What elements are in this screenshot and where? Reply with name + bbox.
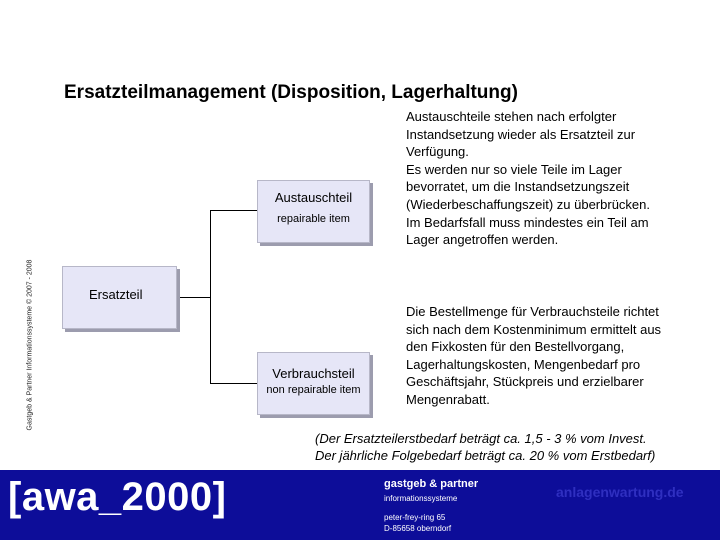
connector-root-stub <box>175 297 211 298</box>
bedarf-note: (Der Ersatzteilerstbedarf beträgt ca. 1,5 - 3 % vom Invest. Der jährliche Folgebedarf beträgt ca. 20 % vom Erstbedarf) <box>315 431 656 463</box>
node-verbrauchsteil <box>257 352 370 415</box>
connector-top <box>210 210 257 211</box>
node-ersatzteil <box>62 266 177 329</box>
footer-logo: [awa_2000] <box>8 475 227 519</box>
node-austauschteil-sublabel: repairable item <box>277 213 350 225</box>
node-ersatzteil-label: Ersatzteil <box>89 287 143 302</box>
side-copyright: Gastgeb & Partner Informationssysteme © 2007 - 2008 <box>26 259 34 431</box>
footer-company-sub: informationssysteme <box>384 494 458 503</box>
connector-bottom <box>210 383 257 384</box>
austauschteil-description: Austauschteile stehen nach erfolgter Instandsetzung wieder als Ersatzteil zur Verfügung. Es werden nur so viele Teile im Lager bevorratet, um die Instandsetzungszeit (Wiederbeschaffungszeit) zu überbrücken. Im Bedarfsfall muss mindestes ein Teil am Lager angetroffen werden. <box>406 109 650 248</box>
node-austauschteil <box>257 180 370 243</box>
footer-company: gastgeb & partner <box>384 478 479 490</box>
footer-website-link[interactable]: anlagenwartung.de <box>556 484 684 500</box>
footer-street: peter-frey-ring 65 <box>384 513 446 522</box>
verbrauchsteil-description: Die Bestellmenge für Verbrauchsteile richtet sich nach dem Kostenminimum ermittelt aus den Fixkosten für den Bestellvorgang, Lagerhaltungskosten, Mengenbedarf pro Geschäftsjahr, Stückpreis und erzielbarer Mengenrabatt. <box>406 304 662 407</box>
footer-banner <box>0 470 720 540</box>
node-verbrauchsteil-label: Verbrauchsteil <box>272 366 355 381</box>
page-title: Ersatzteilmanagement (Disposition, Lagerhaltung) <box>64 82 518 103</box>
node-austauschteil-label: Austauschteil <box>274 190 353 205</box>
connector-vertical <box>210 210 211 384</box>
footer-city: D-85658 oberndorf <box>384 524 452 533</box>
node-verbrauchsteil-sublabel: non repairable item <box>266 384 361 396</box>
